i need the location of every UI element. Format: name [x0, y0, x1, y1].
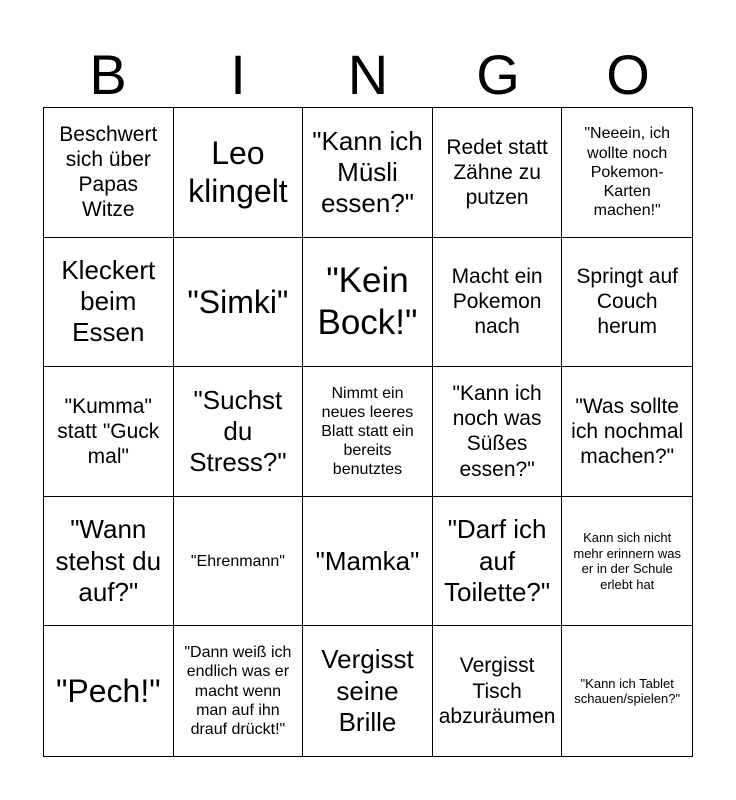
bingo-cell-12[interactable]: "Suchst du Stress?": [174, 367, 304, 497]
header-letter-n: N: [347, 43, 389, 106]
bingo-cell-15[interactable]: "Was sollte ich nochmal machen?": [562, 367, 692, 497]
bingo-cell-3[interactable]: "Kann ich Müsli essen?": [303, 108, 433, 238]
bingo-cell-16[interactable]: "Wann stehst du auf?": [44, 497, 174, 627]
bingo-cell-25[interactable]: "Kann ich Tablet schauen/spielen?": [574, 675, 681, 707]
bingo-cell-8[interactable]: "Kein Bock!": [303, 238, 433, 368]
header-letter-b: B: [89, 43, 127, 106]
bingo-cell-14[interactable]: "Kann ich noch was Süßes essen?": [433, 367, 563, 497]
bingo-cell-10[interactable]: Springt auf Couch herum: [562, 238, 692, 368]
header-letter-i: I: [230, 43, 246, 106]
header-letter-o: O: [606, 43, 650, 106]
bingo-cell-13[interactable]: Nimmt ein neues leeres Blatt statt ein bereits benutztes: [303, 367, 433, 497]
bingo-cell-18[interactable]: "Mamka": [303, 497, 433, 627]
bingo-cell-2[interactable]: Leo klingelt: [174, 108, 304, 238]
bingo-cell-24[interactable]: Vergisst Tisch abzuräumen: [433, 626, 563, 756]
bingo-cell-17[interactable]: "Ehrenmann": [174, 497, 304, 627]
bingo-cell-7[interactable]: "Simki": [174, 238, 304, 368]
bingo-board: [43, 107, 693, 757]
bingo-cell-23[interactable]: Vergisst seine Brille: [303, 626, 433, 756]
bingo-cell-6[interactable]: Kleckert beim Essen: [44, 238, 174, 368]
bingo-cell-4[interactable]: Redet statt Zähne zu putzen: [433, 108, 563, 238]
bingo-cell-11[interactable]: "Kumma" statt "Guck mal": [44, 367, 174, 497]
bingo-cell-19[interactable]: "Darf ich auf Toilette?": [433, 497, 563, 627]
bingo-cell-22[interactable]: "Dann weiß ich endlich was er macht wenn man auf ihn drauf drückt!": [174, 626, 304, 756]
bingo-cell-20[interactable]: Kann sich nicht mehr erinnern was er in der Schule erlebt hat: [562, 497, 692, 627]
header-letter-g: G: [476, 43, 520, 106]
bingo-header: [43, 44, 693, 106]
bingo-cell-9[interactable]: Macht ein Pokemon nach: [433, 238, 563, 368]
bingo-cell-5[interactable]: "Neeein, ich wollte noch Pokemon-Karten machen!": [562, 108, 692, 238]
bingo-cell-1[interactable]: Beschwert sich über Papas Witze: [44, 108, 174, 238]
bingo-cell-21[interactable]: "Pech!": [44, 626, 174, 756]
